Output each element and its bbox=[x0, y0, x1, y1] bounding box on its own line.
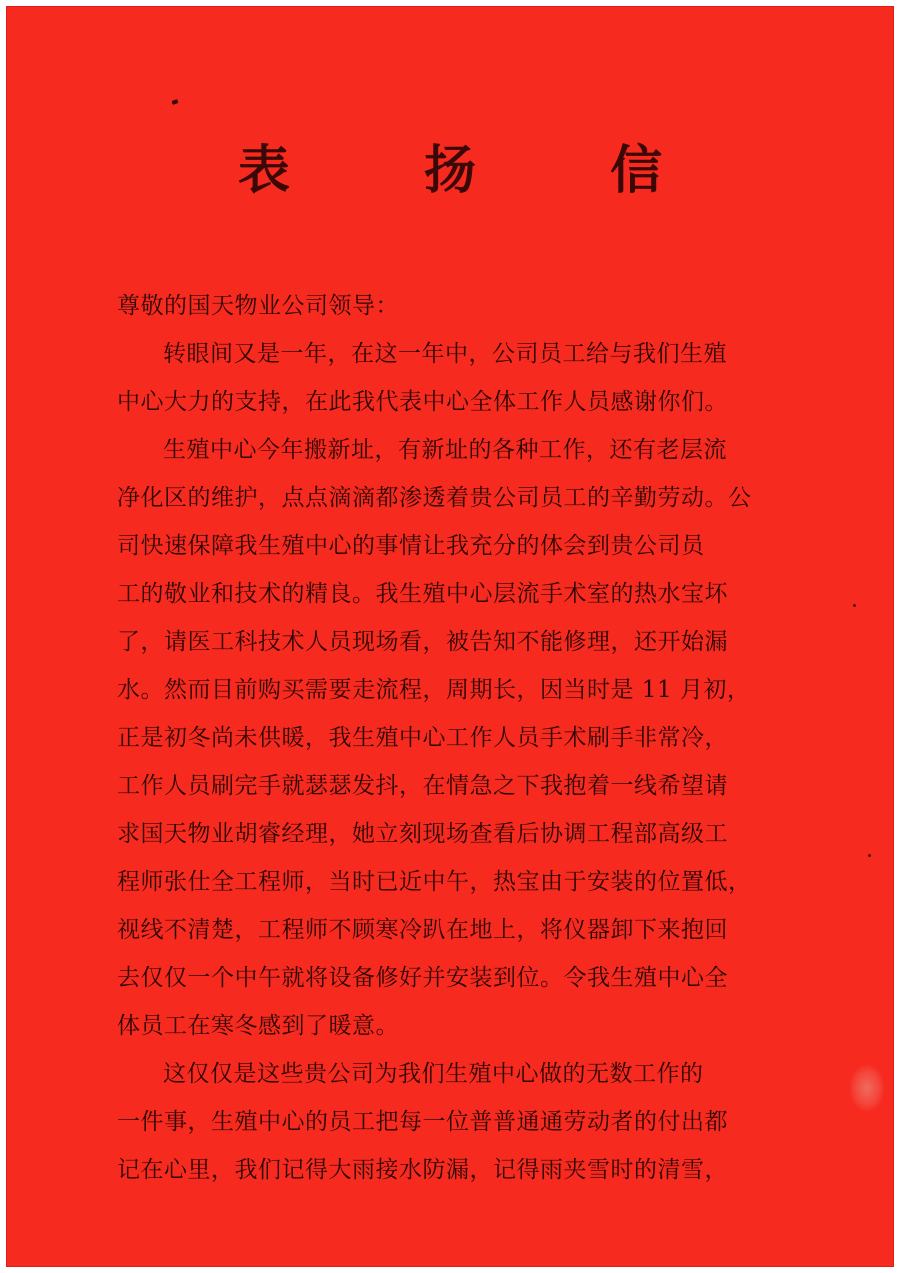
text-line: 水。然而目前购买需要走流程，周期长，因当时是 11 月初， bbox=[117, 677, 751, 703]
text-line: 转眼间又是一年，在这一年中，公司员工给与我们生殖 bbox=[163, 341, 727, 367]
text-line: 净化区的维护，点点滴滴都渗透着贵公司员工的辛勤劳动。公 bbox=[117, 485, 752, 511]
text-line: 程师张仕全工程师，当时已近中午，热宝由于安装的位置低， bbox=[117, 869, 752, 895]
text-line: 去仅仅一个中午就将设备修好并安装到位。令我生殖中心全 bbox=[117, 965, 728, 991]
text-line: 了，请医工科技术人员现场看，被告知不能修理，还开始漏 bbox=[117, 629, 728, 655]
paper-stain bbox=[850, 1065, 884, 1111]
text-line: 生殖中心今年搬新址，有新址的各种工作，还有老层流 bbox=[163, 437, 727, 463]
text-line: 正是初冬尚未供暖，我生殖中心工作人员手术刷手非常冷， bbox=[117, 725, 728, 751]
text-line: 工的敬业和技术的精良。我生殖中心层流手术室的热水宝坏 bbox=[117, 581, 728, 607]
text-line: 视线不清楚，工程师不顾寒冷趴在地上，将仪器卸下来抱回 bbox=[117, 917, 728, 943]
letter-body bbox=[117, 282, 757, 1194]
paragraph bbox=[117, 426, 757, 1050]
text-line: 记在心里，我们记得大雨接水防漏，记得雨夹雪时的清雪， bbox=[117, 1157, 728, 1183]
text-line: 这仅仅是这些贵公司为我们生殖中心做的无数工作的 bbox=[163, 1061, 704, 1087]
text-line: 工作人员刷完手就瑟瑟发抖，在情急之下我抱着一线希望请 bbox=[117, 773, 728, 799]
text-line: 体员工在寒冬感到了暖意。 bbox=[117, 1013, 399, 1039]
text-line: 一件事，生殖中心的员工把每一位普普通通劳动者的付出都 bbox=[117, 1109, 728, 1135]
letter-title: 表 扬 信 bbox=[237, 140, 721, 201]
paragraph bbox=[117, 1050, 757, 1194]
text-line: 求国天物业胡睿经理，她立刻现场查看后协调工程部高级工 bbox=[117, 821, 728, 847]
text-line: 司快速保障我生殖中心的事情让我充分的体会到贵公司员 bbox=[117, 533, 705, 559]
paragraph bbox=[117, 330, 757, 426]
ink-dot bbox=[853, 604, 856, 607]
text-line: 中心大力的支持，在此我代表中心全体工作人员感谢你们。 bbox=[117, 389, 728, 415]
ink-dot bbox=[868, 854, 871, 857]
salutation: 尊敬的国天物业公司领导： bbox=[117, 293, 399, 319]
